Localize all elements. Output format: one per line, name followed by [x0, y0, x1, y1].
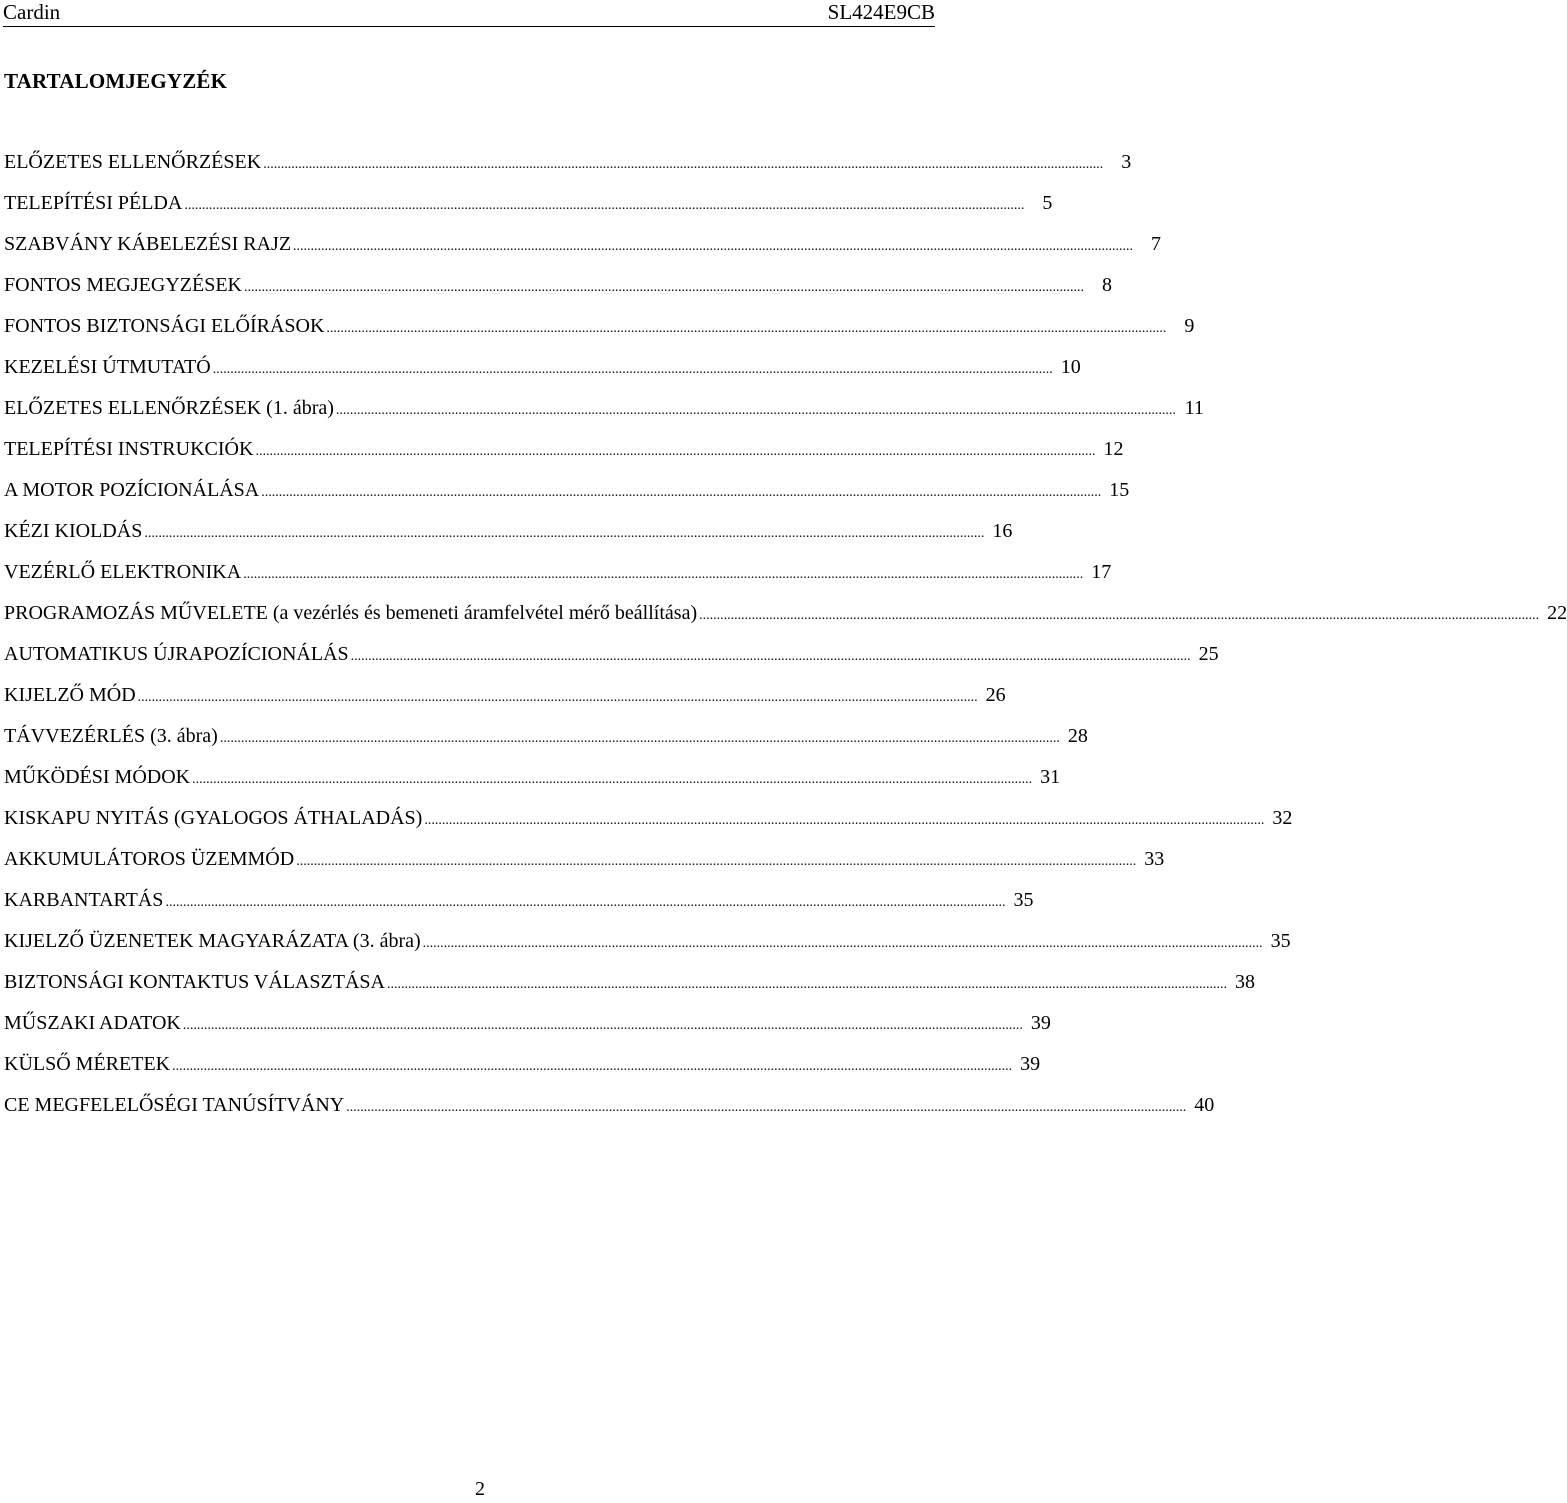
toc-entry-label: A MOTOR POZÍCIONÁLÁSA [4, 479, 260, 501]
dot-leader [336, 396, 1176, 426]
toc-entry-label: KÉZI KIOLDÁS [4, 520, 143, 542]
toc-entry-label: FONTOS BIZTONSÁGI ELŐÍRÁSOK [4, 315, 325, 337]
toc-entry[interactable] [4, 393, 1204, 434]
toc-entry-page: 25 [1198, 643, 1219, 665]
toc-entry[interactable] [4, 229, 1162, 270]
toc-entry-label: PROGRAMOZÁS MŰVELETE (a vezérlés és bemeneti áramfelvétel mérő beállítása) [4, 602, 698, 624]
dot-leader [424, 806, 1264, 836]
toc-entry-label: VEZÉRLŐ ELEKTRONIKA [4, 561, 242, 583]
toc-entry[interactable] [4, 557, 1112, 598]
toc-entry-label: ELŐZETES ELLENŐRZÉSEK [4, 151, 262, 173]
dot-leader [243, 560, 1083, 590]
toc-entry-label: TELEPÍTÉSI PÉLDA [4, 192, 183, 214]
toc-entry[interactable] [4, 352, 1081, 393]
toc-entry-label: KARBANTARTÁS [4, 889, 164, 911]
toc-entry-page: 7 [1151, 233, 1162, 255]
dot-leader [184, 191, 1024, 221]
toc-entry-label: ELŐZETES ELLENŐRZÉSEK (1. ábra) [4, 397, 334, 419]
toc-title: TARTALOMJEGYZÉK [4, 69, 228, 93]
toc-entry[interactable] [4, 967, 1255, 1008]
toc-entry-label: TELEPÍTÉSI INSTRUKCIÓK [4, 438, 254, 460]
toc-entry-label: MŰKÖDÉSI MÓDOK [4, 766, 191, 788]
toc-entry-page: 28 [1067, 725, 1088, 747]
toc-list [4, 147, 1567, 1131]
toc-entry[interactable] [4, 270, 1112, 311]
toc-entry-page: 39 [1020, 1053, 1041, 1075]
toc-entry-page: 17 [1091, 561, 1112, 583]
dot-leader [192, 765, 1032, 795]
toc-entry-page: 38 [1235, 971, 1255, 993]
toc-entry-page: 32 [1272, 807, 1293, 829]
toc-entry-label: MŰSZAKI ADATOK [4, 1012, 181, 1034]
toc-entry-label: AUTOMATIKUS ÚJRAPOZÍCIONÁLÁS [4, 643, 349, 665]
toc-entry[interactable] [4, 147, 1132, 188]
dot-leader [213, 355, 1053, 385]
dot-leader [387, 970, 1227, 1000]
toc-entry-page: 12 [1103, 438, 1124, 460]
toc-entry-label: FONTOS MEGJEGYZÉSEK [4, 274, 242, 296]
dot-leader [326, 314, 1166, 344]
dot-leader [183, 1011, 1023, 1041]
toc-entry[interactable] [4, 1008, 1051, 1049]
dot-leader [423, 929, 1263, 959]
dot-leader [138, 683, 978, 713]
toc-entry[interactable] [4, 598, 1567, 639]
toc-entry-page: 8 [1101, 274, 1112, 296]
toc-entry-page: 16 [992, 520, 1013, 542]
toc-entry-page: 11 [1184, 397, 1204, 419]
dot-leader [172, 1052, 1012, 1082]
dot-leader [244, 273, 1084, 303]
dot-leader [346, 1093, 1186, 1123]
toc-entry[interactable] [4, 680, 1006, 721]
toc-entry[interactable] [4, 762, 1061, 803]
toc-entry[interactable] [4, 926, 1291, 967]
page-header [3, 0, 935, 27]
toc-entry[interactable] [4, 803, 1293, 844]
dot-leader [255, 437, 1095, 467]
toc-entry[interactable] [4, 1090, 1215, 1131]
header-model: SL424E9CB [827, 0, 935, 24]
toc-entry-label: AKKUMULÁTOROS ÜZEMMÓD [4, 848, 295, 870]
toc-entry-label: KIJELZŐ MÓD [4, 684, 136, 706]
toc-entry[interactable] [4, 844, 1165, 885]
dot-leader [296, 847, 1136, 877]
toc-entry-label: BIZTONSÁGI KONTAKTUS VÁLASZTÁSA [4, 971, 385, 993]
dot-leader [261, 478, 1101, 508]
dot-leader [351, 642, 1191, 672]
toc-entry-page: 35 [1270, 930, 1291, 952]
toc-entry-label: KÜLSŐ MÉRETEK [4, 1053, 171, 1075]
toc-entry-page: 33 [1144, 848, 1165, 870]
toc-entry-page: 3 [1121, 151, 1132, 173]
toc-entry-label: CE MEGFELELŐSÉGI TANÚSÍTVÁNY [4, 1094, 345, 1116]
toc-entry[interactable] [4, 516, 1013, 557]
toc-entry-label: TÁVVEZÉRLÉS (3. ábra) [4, 725, 218, 747]
toc-entry-label: KIJELZŐ ÜZENETEK MAGYARÁZATA (3. ábra) [4, 930, 421, 952]
toc-entry-page: 10 [1060, 356, 1081, 378]
dot-leader [220, 724, 1060, 754]
dot-leader [144, 519, 984, 549]
toc-entry-page: 40 [1194, 1094, 1215, 1116]
toc-entry[interactable] [4, 885, 1034, 926]
toc-entry-page: 15 [1109, 479, 1130, 501]
toc-entry-page: 31 [1040, 766, 1061, 788]
page-number: 2 [475, 1478, 485, 1500]
toc-entry[interactable] [4, 311, 1195, 352]
toc-entry[interactable] [4, 188, 1053, 229]
toc-entry-label: KEZELÉSI ÚTMUTATÓ [4, 356, 211, 378]
toc-entry-page: 35 [1013, 889, 1034, 911]
dot-leader [263, 150, 1103, 180]
toc-entry-page: 39 [1030, 1012, 1051, 1034]
toc-entry-page: 9 [1184, 315, 1195, 337]
toc-entry[interactable] [4, 639, 1219, 680]
toc-entry[interactable] [4, 475, 1130, 516]
header-brand: Cardin [3, 0, 61, 24]
toc-entry[interactable] [4, 434, 1124, 475]
toc-entry-label: KISKAPU NYITÁS (GYALOGOS ÁTHALADÁS) [4, 807, 423, 829]
toc-entry[interactable] [4, 1049, 1041, 1090]
toc-entry-page: 22 [1547, 602, 1567, 624]
toc-entry-label: SZABVÁNY KÁBELEZÉSI RAJZ [4, 233, 292, 255]
toc-entry[interactable] [4, 721, 1088, 762]
toc-entry-page: 5 [1042, 192, 1053, 214]
toc-entry-page: 26 [985, 684, 1006, 706]
dot-leader [165, 888, 1005, 918]
dot-leader [293, 232, 1133, 262]
dot-leader [699, 601, 1539, 631]
